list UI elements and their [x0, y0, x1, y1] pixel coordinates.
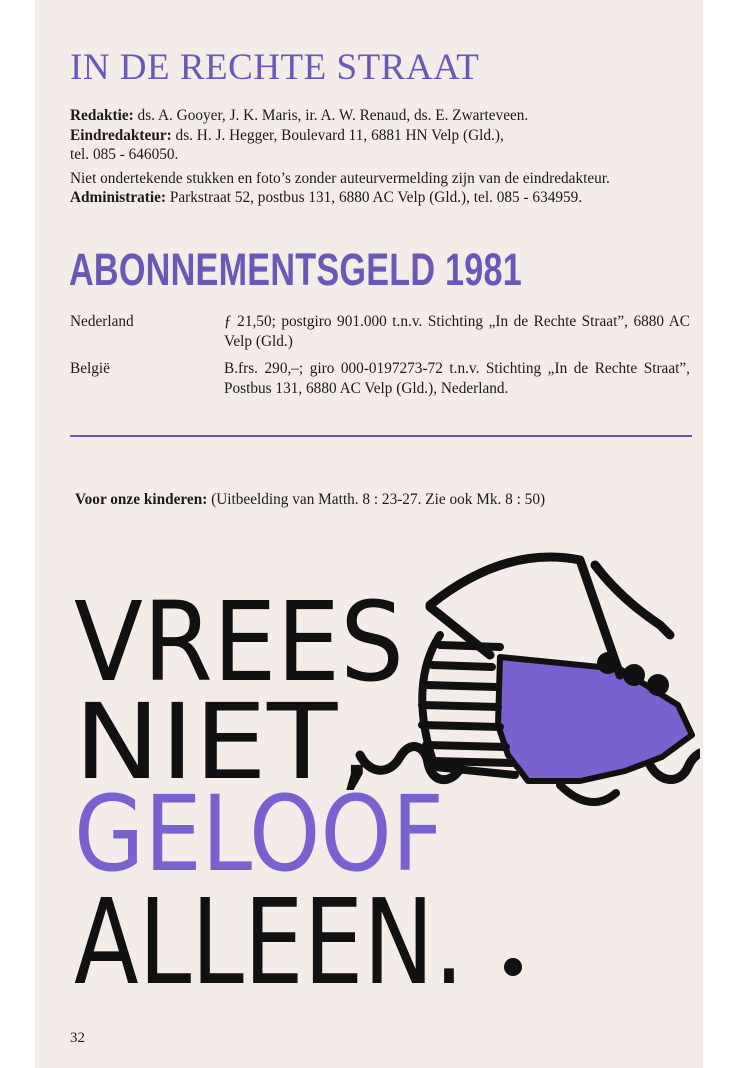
rate-row-nederland — [70, 312, 690, 351]
disciple-head-1 — [597, 652, 619, 674]
administratie-label: Administratie: — [70, 189, 167, 206]
subscription-rates — [70, 312, 690, 406]
divider-rule — [70, 435, 692, 437]
art-line-vrees: VREES — [74, 578, 404, 706]
redaktie-line — [70, 106, 690, 126]
rate-country: Nederland — [70, 313, 134, 330]
credits-block — [70, 106, 690, 208]
masthead-title: IN DE RECHTE STRAAT — [70, 47, 480, 88]
administratie-text: Parkstraat 52, postbus 131, 6880 AC Velp (Gld.), tel. 085 - 634959. — [166, 189, 583, 206]
redaktie-text: ds. A. Gooyer, J. K. Maris, ir. A. W. Renaud, ds. E. Zwarteveen. — [133, 107, 529, 124]
rate-details: B.frs. 290,–; giro 000-0197273-72 t.n.v. Stichting „In de Rechte Straat”, Postbus 131, 6880 AC Velp (Gld.), Nederland. — [224, 360, 690, 397]
disclaimer-text: Niet ondertekende stukken en foto’s zonder auteurvermelding zijn van de eindredakteur. — [70, 169, 610, 187]
subscription-heading: ABONNEMENTSGELD 1981 — [69, 244, 523, 295]
art-line-geloof: GELOOF — [74, 773, 444, 895]
eindredakteur-label: Eindredakteur: — [70, 126, 172, 144]
redaktie-label: Redaktie: — [70, 107, 134, 124]
wave-bottom — [560, 785, 616, 802]
children-caption — [75, 491, 545, 509]
rate-row-belgie — [70, 359, 690, 398]
caption-text: (Uitbeelding van Matth. 8 : 23-27. Zie ook Mk. 8 : 50) — [207, 491, 546, 508]
administratie-line — [70, 188, 690, 208]
eindredakteur-text: ds. H. J. Hegger, Boulevard 11, 6881 HN Velp (Gld.), — [171, 126, 504, 144]
telephone-line: tel. 085 - 646050. — [70, 146, 179, 163]
rate-details: ƒ 21,50; postgiro 901.000 t.n.v. Stichting „In de Rechte Straat”, 6880 AC Velp (Gld.) — [224, 313, 690, 350]
disciple-head-3 — [647, 674, 669, 696]
disciple-head-2 — [623, 664, 645, 686]
page-number: 32 — [70, 1030, 85, 1046]
art-line-alleen: ALLEEN. — [74, 873, 464, 1005]
boat-illustration — [60, 535, 700, 1005]
caption-label: Voor onze kinderen: — [75, 491, 208, 508]
rate-country: België — [70, 360, 110, 377]
art-line-niet: NIET, — [74, 681, 374, 803]
period-dot — [504, 958, 522, 976]
eindredakteur-line — [70, 126, 690, 146]
